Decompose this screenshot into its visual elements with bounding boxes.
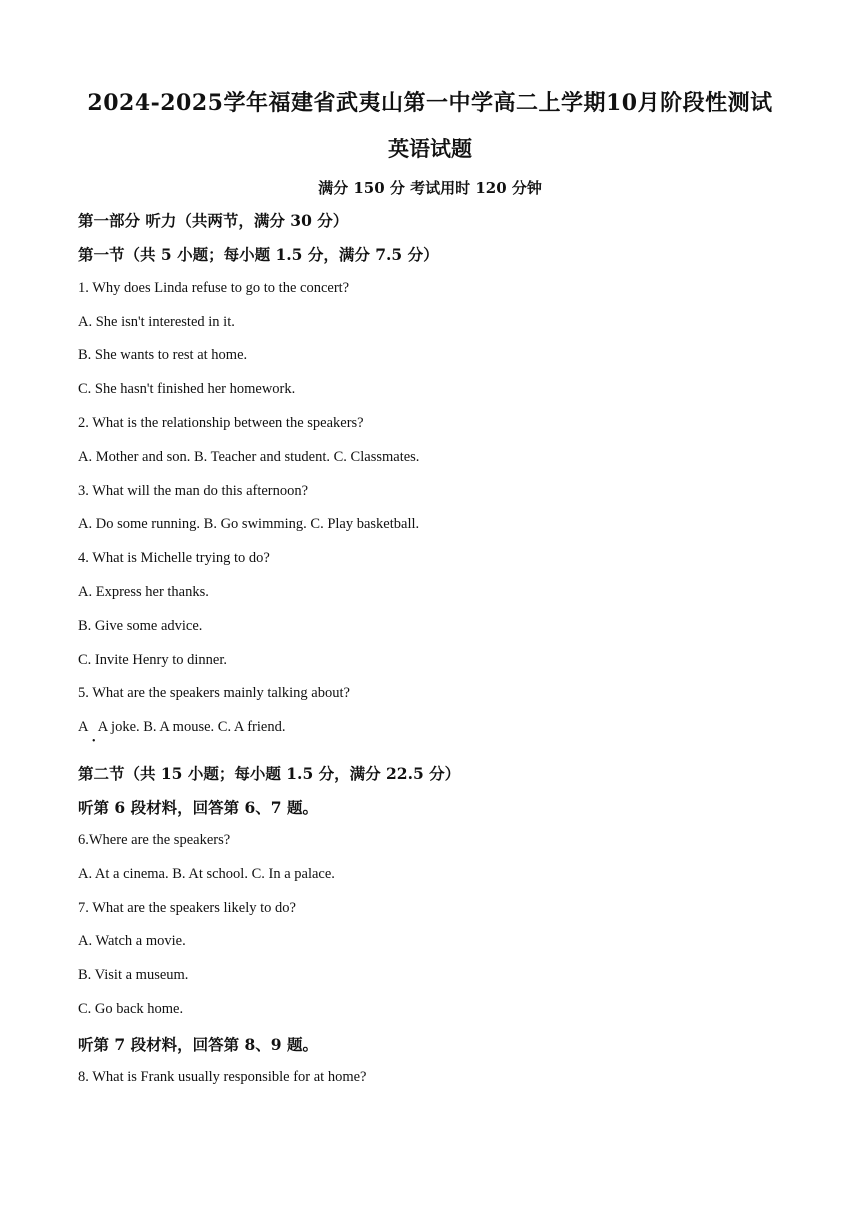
passage-heading: 听第 7 段材料，回答第 8、9 题。 bbox=[78, 1035, 318, 1054]
option-text: A. Express her thanks. bbox=[78, 584, 209, 600]
exam-title: 2024-2025学年福建省武夷山第一中学高二上学期10月阶段性测试 bbox=[87, 90, 773, 116]
option-text: A. Mother and son. B. Teacher and student. C. Classmates. bbox=[78, 449, 420, 465]
question-text: 4. What is Michelle trying to do? bbox=[78, 550, 270, 566]
question-text: 6.Where are the speakers? bbox=[78, 832, 231, 848]
section-heading: 第一节（共 5 小题；每小题 1.5 分，满分 7.5 分） bbox=[78, 245, 439, 264]
option-text: A. Do some running. B. Go swimming. C. Play basketball. bbox=[78, 516, 420, 532]
question-text: 1. Why does Linda refuse to go to the concert? bbox=[78, 280, 350, 296]
option-text: B. Give some advice. bbox=[78, 618, 203, 634]
exam-subtitle: 英语试题 bbox=[388, 136, 472, 161]
question-text: 5. What are the speakers mainly talking about? bbox=[78, 685, 350, 701]
section-heading: 第二节（共 15 小题；每小题 1.5 分，满分 22.5 分） bbox=[78, 764, 461, 783]
option-text: C. She hasn't finished her homework. bbox=[78, 381, 296, 397]
question-text: 3. What will the man do this afternoon? bbox=[78, 483, 309, 499]
question-text: 7. What are the speakers likely to do? bbox=[78, 900, 296, 916]
part-heading: 第一部分 听力（共两节，满分 30 分） bbox=[78, 211, 349, 230]
option-text: B. Visit a museum. bbox=[78, 967, 189, 983]
option-text: A A joke. B. A mouse. C. A friend. bbox=[78, 719, 286, 735]
option-text: B. She wants to rest at home. bbox=[78, 347, 248, 363]
option-text: A. Watch a movie. bbox=[78, 933, 186, 949]
question-text: 8. What is Frank usually responsible for at home? bbox=[78, 1069, 367, 1085]
option-text: A. She isn't interested in it. bbox=[78, 314, 235, 330]
stray-dot-mark: • bbox=[92, 736, 96, 747]
option-text: C. Go back home. bbox=[78, 1001, 184, 1017]
exam-info: 满分 150 分 考试用时 120 分钟 bbox=[318, 179, 542, 197]
option-text: A. At a cinema. B. At school. C. In a palace. bbox=[78, 866, 335, 882]
question-text: 2. What is the relationship between the speakers? bbox=[78, 415, 364, 431]
option-text: C. Invite Henry to dinner. bbox=[78, 652, 228, 668]
passage-heading: 听第 6 段材料，回答第 6、7 题。 bbox=[78, 798, 318, 817]
